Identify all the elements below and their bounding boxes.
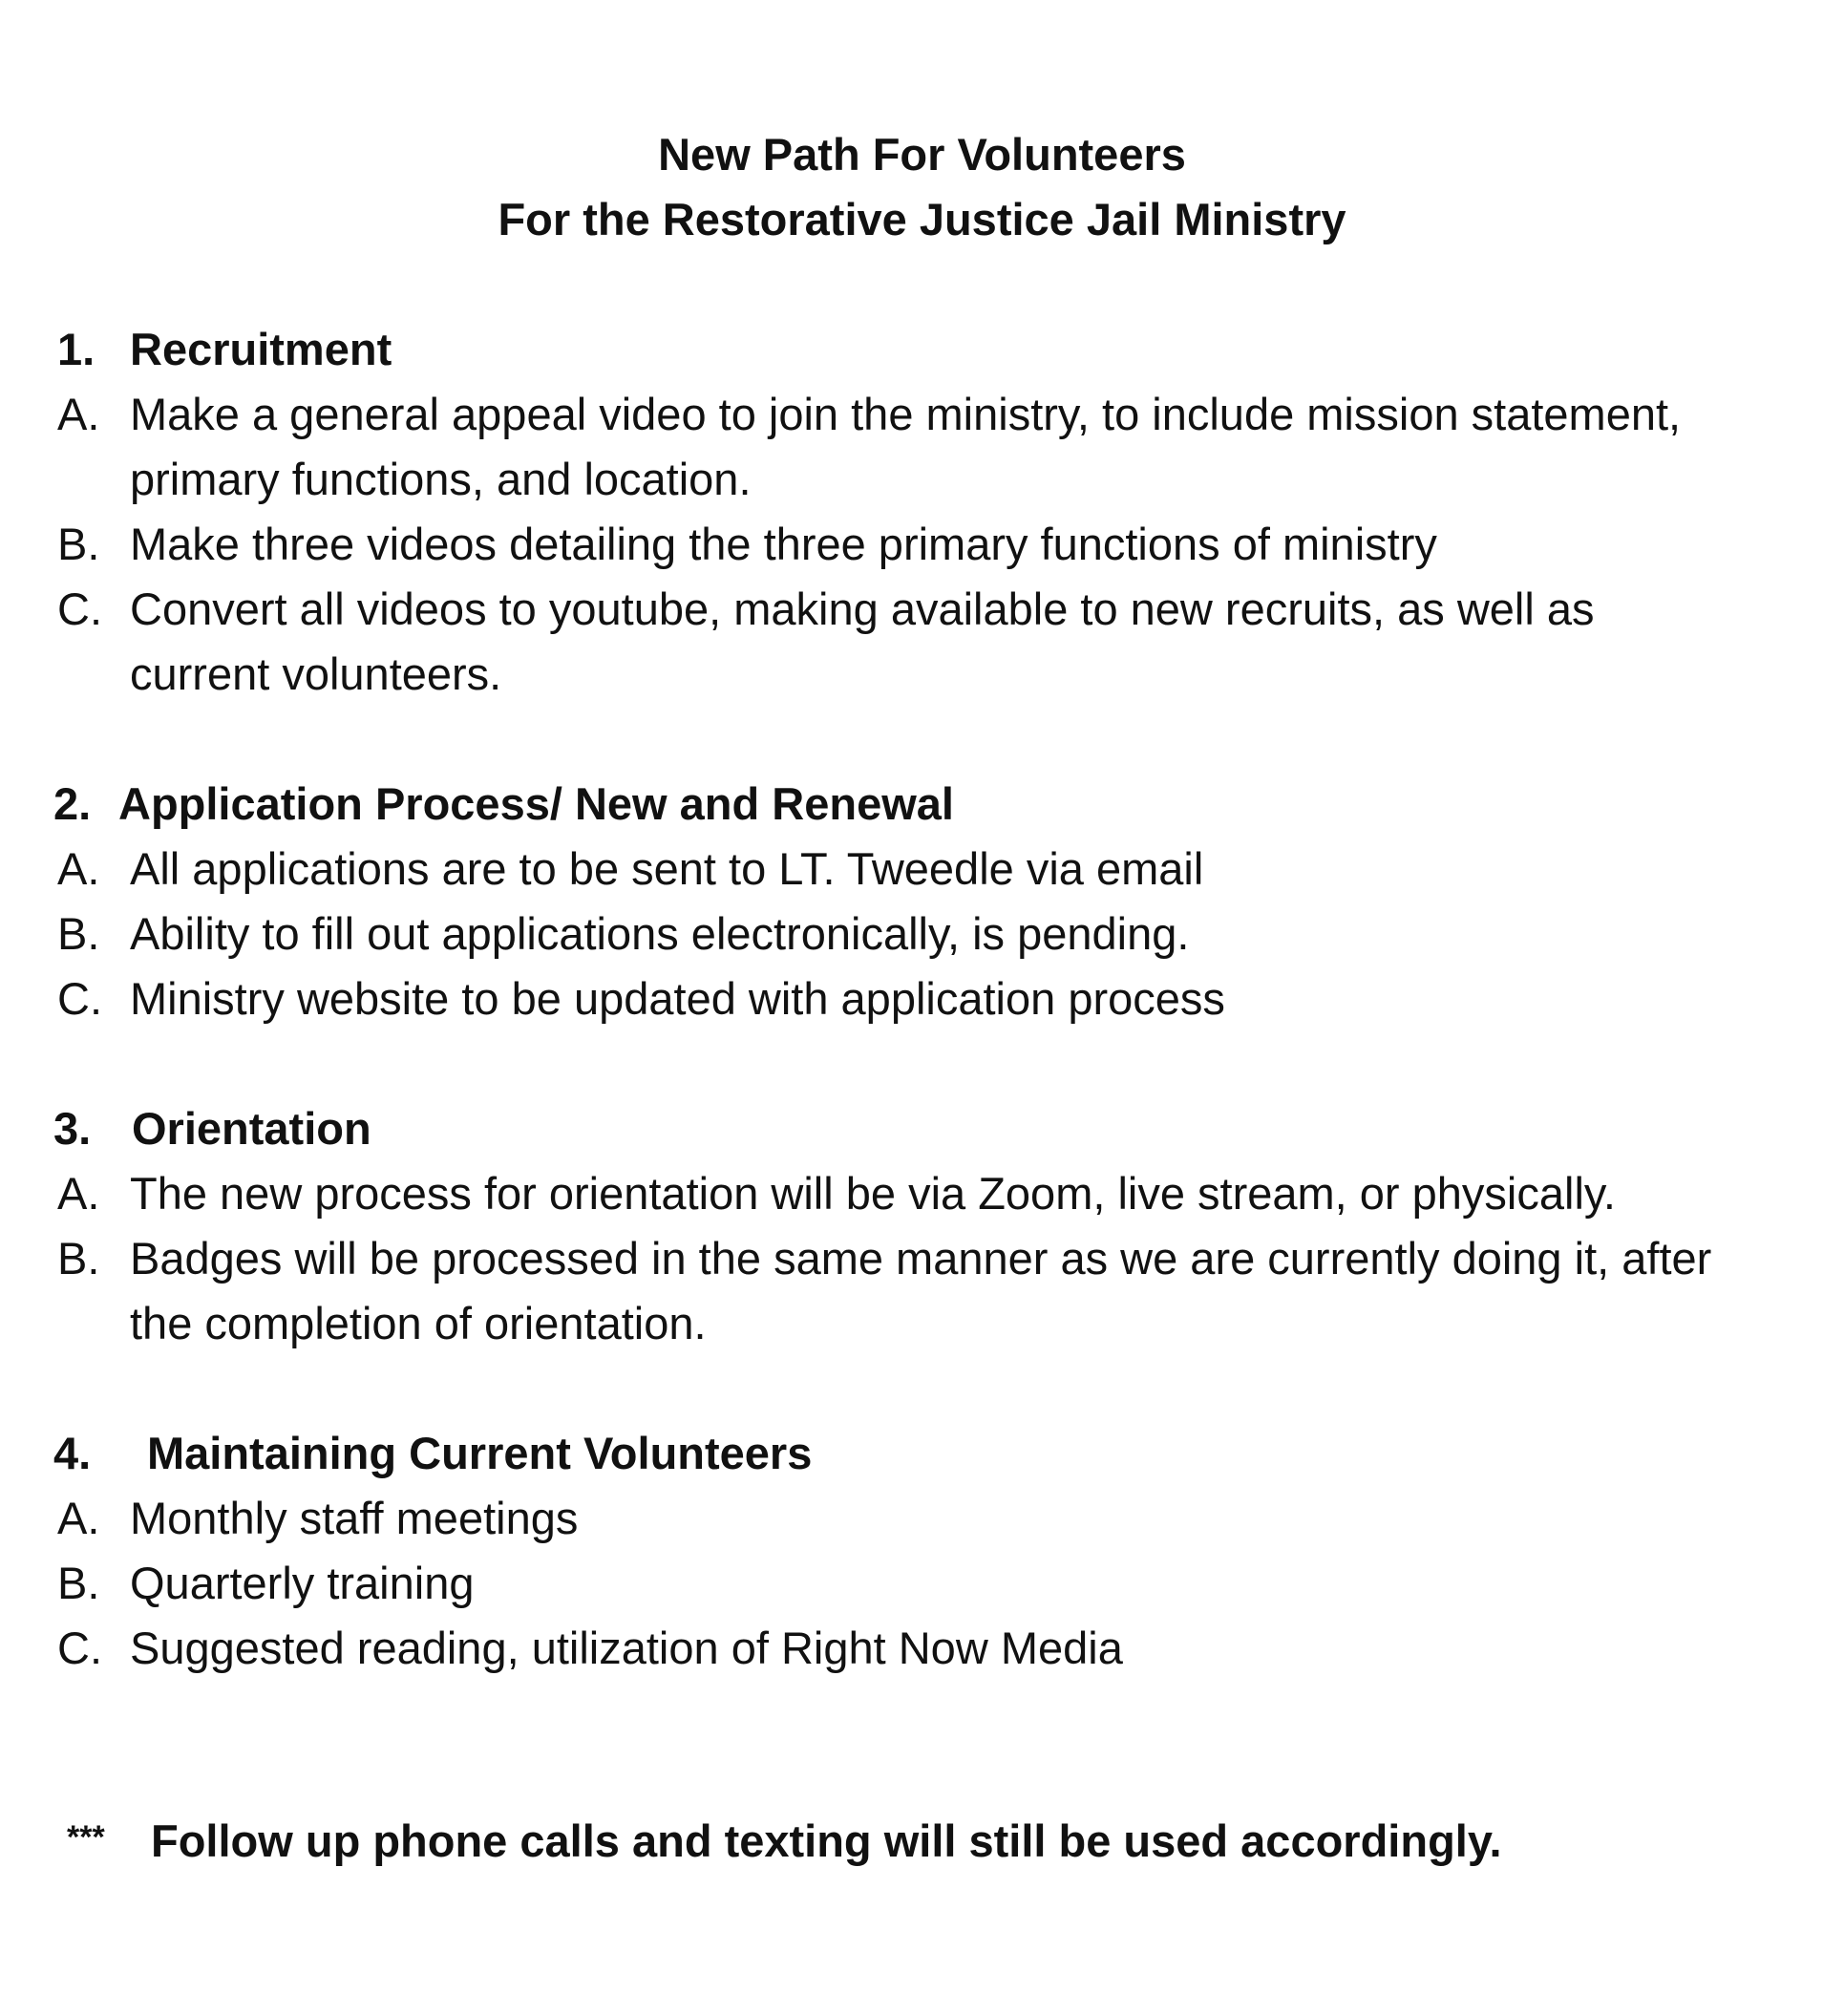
section-title: Maintaining Current Volunteers <box>147 1428 813 1478</box>
item-letter: C. <box>57 584 102 634</box>
item-text: Make a general appeal video to join the ministry, to include mission statement, <box>130 389 1682 439</box>
item-letter: A. <box>57 1493 100 1543</box>
item-letter: C. <box>57 1623 102 1673</box>
item-text: Suggested reading, utilization of Right Now Media <box>130 1623 1123 1673</box>
item-text: All applications are to be sent to LT. Tweedle via email <box>130 843 1204 894</box>
item-text: Ministry website to be updated with application process <box>130 973 1225 1024</box>
item-letter: A. <box>57 843 100 894</box>
item-text: Monthly staff meetings <box>130 1493 579 1543</box>
item-letter: A. <box>57 1168 100 1219</box>
document-subtitle: For the Restorative Justice Jail Ministry <box>498 194 1346 244</box>
item-letter: B. <box>57 1558 100 1608</box>
section-title: Orientation <box>132 1103 371 1154</box>
item-letter: B. <box>57 908 100 959</box>
section-number: 3. <box>53 1103 92 1154</box>
item-text: current volunteers. <box>130 648 502 699</box>
item-letter: C. <box>57 973 102 1024</box>
footer-text: Follow up phone calls and texting will still be used accordingly. <box>151 1815 1502 1866</box>
item-text: the completion of orientation. <box>130 1298 707 1348</box>
item-text: Make three videos detailing the three primary functions of ministry <box>130 519 1437 569</box>
section-title: Recruitment <box>130 324 392 374</box>
asterisks: *** <box>67 1819 105 1856</box>
item-text: The new process for orientation will be via Zoom, live stream, or physically. <box>130 1168 1616 1219</box>
item-text: Badges will be processed in the same manner as we are currently doing it, after <box>130 1233 1712 1284</box>
section-number: 4. <box>53 1428 92 1478</box>
item-text: Ability to fill out applications electronically, is pending. <box>130 908 1190 959</box>
item-text: primary functions, and location. <box>130 454 752 504</box>
item-letter: A. <box>57 389 100 439</box>
item-letter: B. <box>57 519 100 569</box>
item-letter: B. <box>57 1233 100 1284</box>
document-title: New Path For Volunteers <box>658 129 1186 180</box>
section-number: 2. <box>53 778 92 829</box>
section-number: 1. <box>57 324 95 374</box>
item-text: Quarterly training <box>130 1558 475 1608</box>
item-text: Convert all videos to youtube, making available to new recruits, as well as <box>130 584 1595 634</box>
section-title: Application Process/ New and Renewal <box>118 778 954 829</box>
